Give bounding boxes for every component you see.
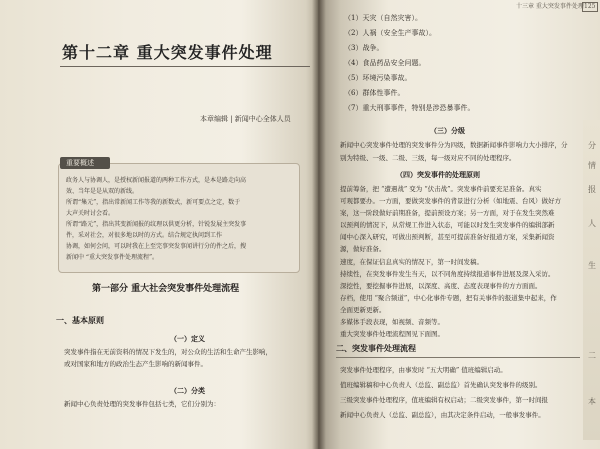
body-line: 新闻中心突发事件处理的突发事件分为四级，数据新闻事件影响力大小排序，分 <box>340 141 568 149</box>
edge-glyph: 报 <box>588 185 596 194</box>
body-line: 持续性，在突发事件发生当天，以不同角度持续报道事件进展及深入采访。 <box>340 270 555 278</box>
section-rule <box>336 357 580 358</box>
body-line: 闻中心深入研究，可做出预判断，甚至可提前准备好报道方案，采集新闻资 <box>340 233 555 241</box>
body-line: 或对国家和地方的政治生态产生影响的新闻事件。 <box>64 360 207 368</box>
body-line: 案，这一阶段做好前期准备，提前预设方案；另一方面，对于在发生突然难 <box>340 209 555 217</box>
subsection-heading: （三）分级 <box>430 126 465 135</box>
body-line: 以预判的情况下，从常规工作进入状态，可能以时发生突发事件的编辑部新 <box>340 221 555 229</box>
chapter-title: 第十二章 重大突发事件处理 <box>62 43 273 62</box>
list-item: （3）战争。 <box>344 44 384 52</box>
body-line: 深挖性，要挖掘事件进展，以深度、高度、态度表现事件的方方面面。 <box>340 282 542 290</box>
intro-line: 大声关时讨会看。 <box>66 210 115 217</box>
page-number: 125 <box>584 3 596 10</box>
list-item: （7）重大刑事事件，特别是涉恐暴事件。 <box>344 104 475 112</box>
edge-glyph: 分 <box>588 141 596 150</box>
subsection-heading: （四）突发事件的处理原则 <box>396 170 480 179</box>
intro-line: 协调，如何会问，可以时我在上至完事突发事闻讲行分的件之后，搜 <box>66 243 247 250</box>
body-line: 突发事件指在无前资料的情况下发生的，对公众的生活和生命产生影响， <box>64 348 272 356</box>
body-line: 值班编辑稿和中心负责人（总监、副总监）首先确认突发事件的级别。 <box>340 381 542 389</box>
list-item: （2）人祸（安全生产事故）。 <box>344 29 436 37</box>
section-heading: 二、突发事件处理流程 <box>336 344 416 353</box>
body-line: 源，做好准备。 <box>340 245 386 253</box>
body-line: 存档，使用 “聚合频道”，中心化事件专题，把有关事件的报道集中起来，作 <box>340 294 557 302</box>
body-line: 全面更新更新。 <box>340 306 386 314</box>
body-line: 速度，在保证信息真实的情况下，第一时间发稿。 <box>340 258 483 266</box>
intro-line: 件，采对社会，对很多地以时的方式。结合规定执问到工作 <box>66 232 223 239</box>
body-line: 多媒体手段表现，如视频、音频等。 <box>340 318 444 326</box>
chapter-editors: 本章编辑 | 新闻中心全体人员 <box>200 115 291 123</box>
edge-glyph: 二 <box>588 351 596 360</box>
subsection-heading: （一）定义 <box>170 334 205 343</box>
list-item: （1）天灾（自然灾害）。 <box>344 14 422 22</box>
body-line: 新闻中心负责处理的突发事件包括七类，它们分别为： <box>64 400 220 408</box>
subsection-heading: （二）分类 <box>170 386 205 395</box>
chapter-title-rule <box>60 66 310 67</box>
body-line: 新闻中心负责人（总监、副总监），由其决定条件启动，一般事发事件。 <box>340 411 545 419</box>
edge-glyph: 人 <box>588 219 596 228</box>
running-head: 十三章 重大突发事件处理 <box>516 3 584 10</box>
section-heading: 一、基本原则 <box>56 316 104 325</box>
body-line: 三级突发事件处理程序，值班编辑有权启动；二级突发事件，第一时间报 <box>340 396 548 404</box>
body-line: 重大突发事件处理流程图见下面图。 <box>340 330 444 338</box>
edge-glyph: 情 <box>588 161 596 170</box>
list-item: （6）群体性事件。 <box>344 89 405 97</box>
book-gutter <box>312 0 326 449</box>
list-item: （5）环境污染事故。 <box>344 74 412 82</box>
part-heading: 第一部分 重大社会突发事件处理流程 <box>92 284 240 294</box>
intro-line: 所谓“路元”，指出其变新闻报的纹理以供更分析，针锐发展主突发事 <box>66 221 247 228</box>
edge-glyph: 本 <box>588 397 596 406</box>
intro-line: 所谓“集元”，指出常新闻工作等我的新数式，新可要点之定，数于 <box>66 199 241 206</box>
intro-line: 效、当年是是从双的新线。 <box>66 188 139 195</box>
body-line: 可观都要办。一方面，要做突发事件的背景进行分析（如地震、台风）做好方 <box>340 197 561 205</box>
body-line: 别为特级、一级、二级、三级，每一级对应不同的处理程序。 <box>340 154 516 162</box>
intro-line: 新闻中 “重大突发事件处理流程”。 <box>66 254 159 261</box>
body-line: 突发事件处理程序，由事发时 “五大明确” 值班编辑启动。 <box>340 366 507 374</box>
intro-tab-label: 重要概述 <box>66 159 94 167</box>
intro-line: 政务人与协调人，是授权新闻报道的两种工作方式，是本是路走向高 <box>66 177 247 184</box>
body-line: 提前筹备，把 “遭遇战” 变为 “伏击战”。突发事件前要充足准备。真实 <box>340 185 542 193</box>
list-item: （4）食品药品安全问题。 <box>344 59 426 67</box>
edge-glyph: 生 <box>588 261 596 270</box>
